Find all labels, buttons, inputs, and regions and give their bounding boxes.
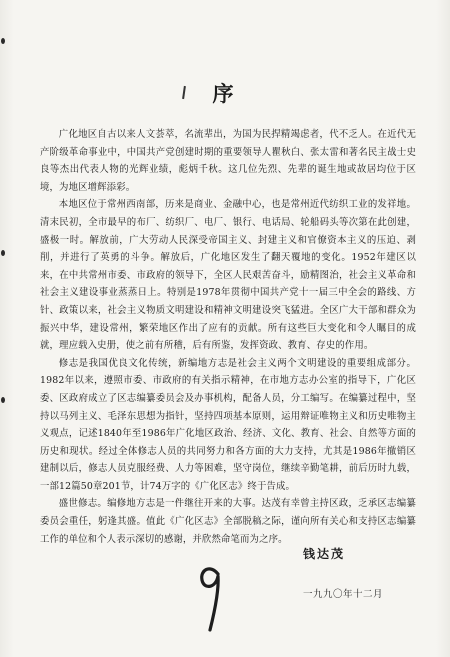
binding-hole-mark xyxy=(1,250,5,256)
author-signature: 钱达茂 xyxy=(303,547,346,561)
handwritten-page-number xyxy=(196,560,226,640)
date-line: 一九九〇年十二月 xyxy=(303,589,384,600)
paragraph: 修志是我国优良文化传统，新编地方志是社会主义两个文明建设的重要组成部分。1982年以来，遵照市委、市政府的有关指示精神，在市地方志办公室的指导下，广化区委、区政府成立了区志编纂委员会及办事机构，配备人员，分工编写。在编纂过程中，坚持以马列主义、毛泽东思想为指针，坚持四项基本原则，运用辩证唯物主义和历史唯物主义观点，记述1840年至1986年广化地区政治、经济、文化、教育、社会、自然等方面的历史和现状。经过全体修志人员的共同努力和各方面的大力支持，尤其是1986年撤销区建制以后，修志人员克服经费、人力等困难，坚守岗位，继续辛勤笔耕，前后历时九载，一部12篇50章201节，计74万字的《广化区志》终于告成。 xyxy=(40,357,416,492)
binding-hole-mark xyxy=(1,397,5,403)
binding-hole-mark xyxy=(1,38,5,44)
paragraph: 盛世修志。编修地方志是一件继往开来的大事。达茂有幸曾主持区政，乏承区志编纂委员会重任，躬逢其盛。值此《广化区志》全部脱稿之际，谨向所有关心和支持区志编纂工作的单位和个人表示深切的感谢，并欣然命笔而为之序。 xyxy=(40,498,416,545)
page-title: 序 xyxy=(212,81,238,106)
paragraph: 本地区位于常州西南部，历来是商业、金融中心，也是常州近代纺织工业的发祥地。清末民初，全市最早的布厂、纺织厂、电厂、银行、电话局、轮船码头等次第在此创建，盛极一时。解放前，广大劳动人民深受帝国主义、封建主义和官僚资本主义的压迫、剥削，并进行了英勇的斗争。解放后，广化地区发生了翻天覆地的变化。1952年建区以来，在中共常州市委、市政府的领导下，全区人民艰苦奋斗，励精图治，社会主义革命和社会主义建设事业蒸蒸日上。特别是1978年贯彻中国共产党十一届三中全会的路线、方针、政策以来，社会主义物质文明建设和精神文明建设突飞猛进。全区广大干部和群众为振兴中华，建设常州，繁荣地区作出了应有的贡献。所有这些巨大变化和令人瞩目的成就，理应载入史册，使之前有所稽，后有所鉴，发挥资政、教育、存史的作用。 xyxy=(40,199,416,352)
preface-body xyxy=(40,126,416,548)
paragraph: 广化地区自古以来人文荟萃，名流辈出，为国为民捍精竭虑者，代不乏人。在近代无产阶级革命事业中，中国共产党创建时期的重要领导人瞿秋白、张太雷和著名民主战士史良等杰出代表人物的光辉业绩，彪炳千秋。这几位先烈、先辈的诞生地或故居均位于区境，为地区增辉添彩。 xyxy=(40,129,416,193)
